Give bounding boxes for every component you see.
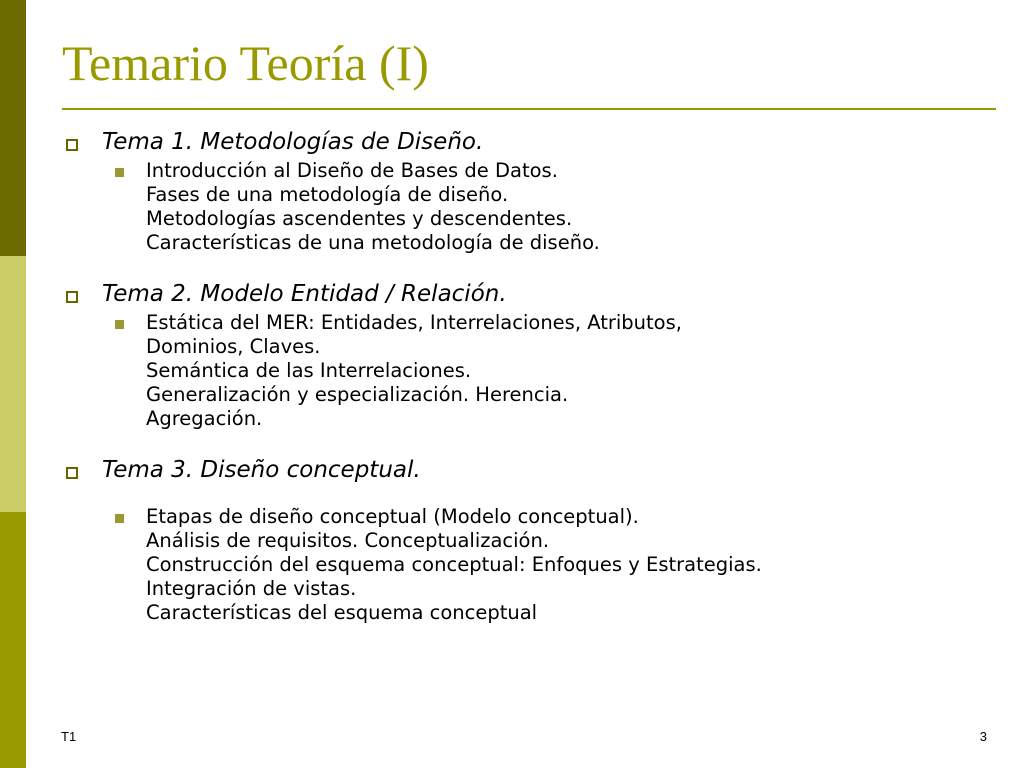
- subtopic-line: Etapas de diseño conceptual (Modelo conceptual).: [146, 505, 639, 528]
- subtopic-line: Construcción del esquema conceptual: Enfoques y Estrategias.: [146, 553, 762, 576]
- sidebar-decoration: [0, 0, 26, 768]
- slide-content: [62, 126, 992, 625]
- filled-square-icon: [115, 514, 124, 523]
- subtopic-line: Generalización y especialización. Herencia.: [146, 383, 569, 406]
- subtopic-line: Características de una metodología de diseño.: [146, 231, 600, 254]
- subtopic-line: Fases de una metodología de diseño.: [146, 183, 509, 206]
- page-number: 3: [979, 729, 987, 744]
- sidebar-segment-dark: [0, 0, 26, 256]
- topic-title: Tema 3. Diseño conceptual.: [102, 457, 421, 483]
- filled-square-icon: [115, 320, 124, 329]
- subtopic-item: [102, 311, 992, 431]
- subtopic-line: Características del esquema conceptual: [146, 601, 538, 624]
- subtopic-line: Introducción al Diseño de Bases de Datos.: [146, 159, 558, 182]
- topic-title: Tema 1. Metodologías de Diseño.: [102, 129, 484, 155]
- filled-square-icon: [115, 168, 124, 177]
- topic-item: [62, 126, 992, 255]
- slide-title: Temario Teoría (I): [62, 35, 429, 91]
- title-divider: [62, 108, 996, 110]
- subtopic-line: Integración de vistas.: [146, 577, 357, 600]
- hollow-square-icon: [66, 291, 78, 303]
- subtopic-line: Análisis de requisitos. Conceptualización.: [146, 529, 550, 552]
- subtopic-line: Dominios, Claves.: [146, 335, 321, 358]
- hollow-square-icon: [66, 467, 78, 479]
- subtopic-line: Estática del MER: Entidades, Interrelaciones, Atributos,: [146, 311, 682, 334]
- footer-label: T1: [61, 729, 77, 744]
- subtopic-item: [102, 505, 992, 625]
- topic-item: [62, 278, 992, 431]
- sidebar-segment-light: [0, 256, 26, 512]
- sidebar-segment-mid: [0, 512, 26, 768]
- topic-title: Tema 2. Modelo Entidad / Relación.: [102, 281, 507, 307]
- topic-item: [62, 454, 992, 625]
- hollow-square-icon: [66, 139, 78, 151]
- subtopic-line: Agregación.: [146, 407, 263, 430]
- subtopic-item: [102, 159, 992, 255]
- subtopic-line: Metodologías ascendentes y descendentes.: [146, 207, 573, 230]
- subtopic-line: Semántica de las Interrelaciones.: [146, 359, 472, 382]
